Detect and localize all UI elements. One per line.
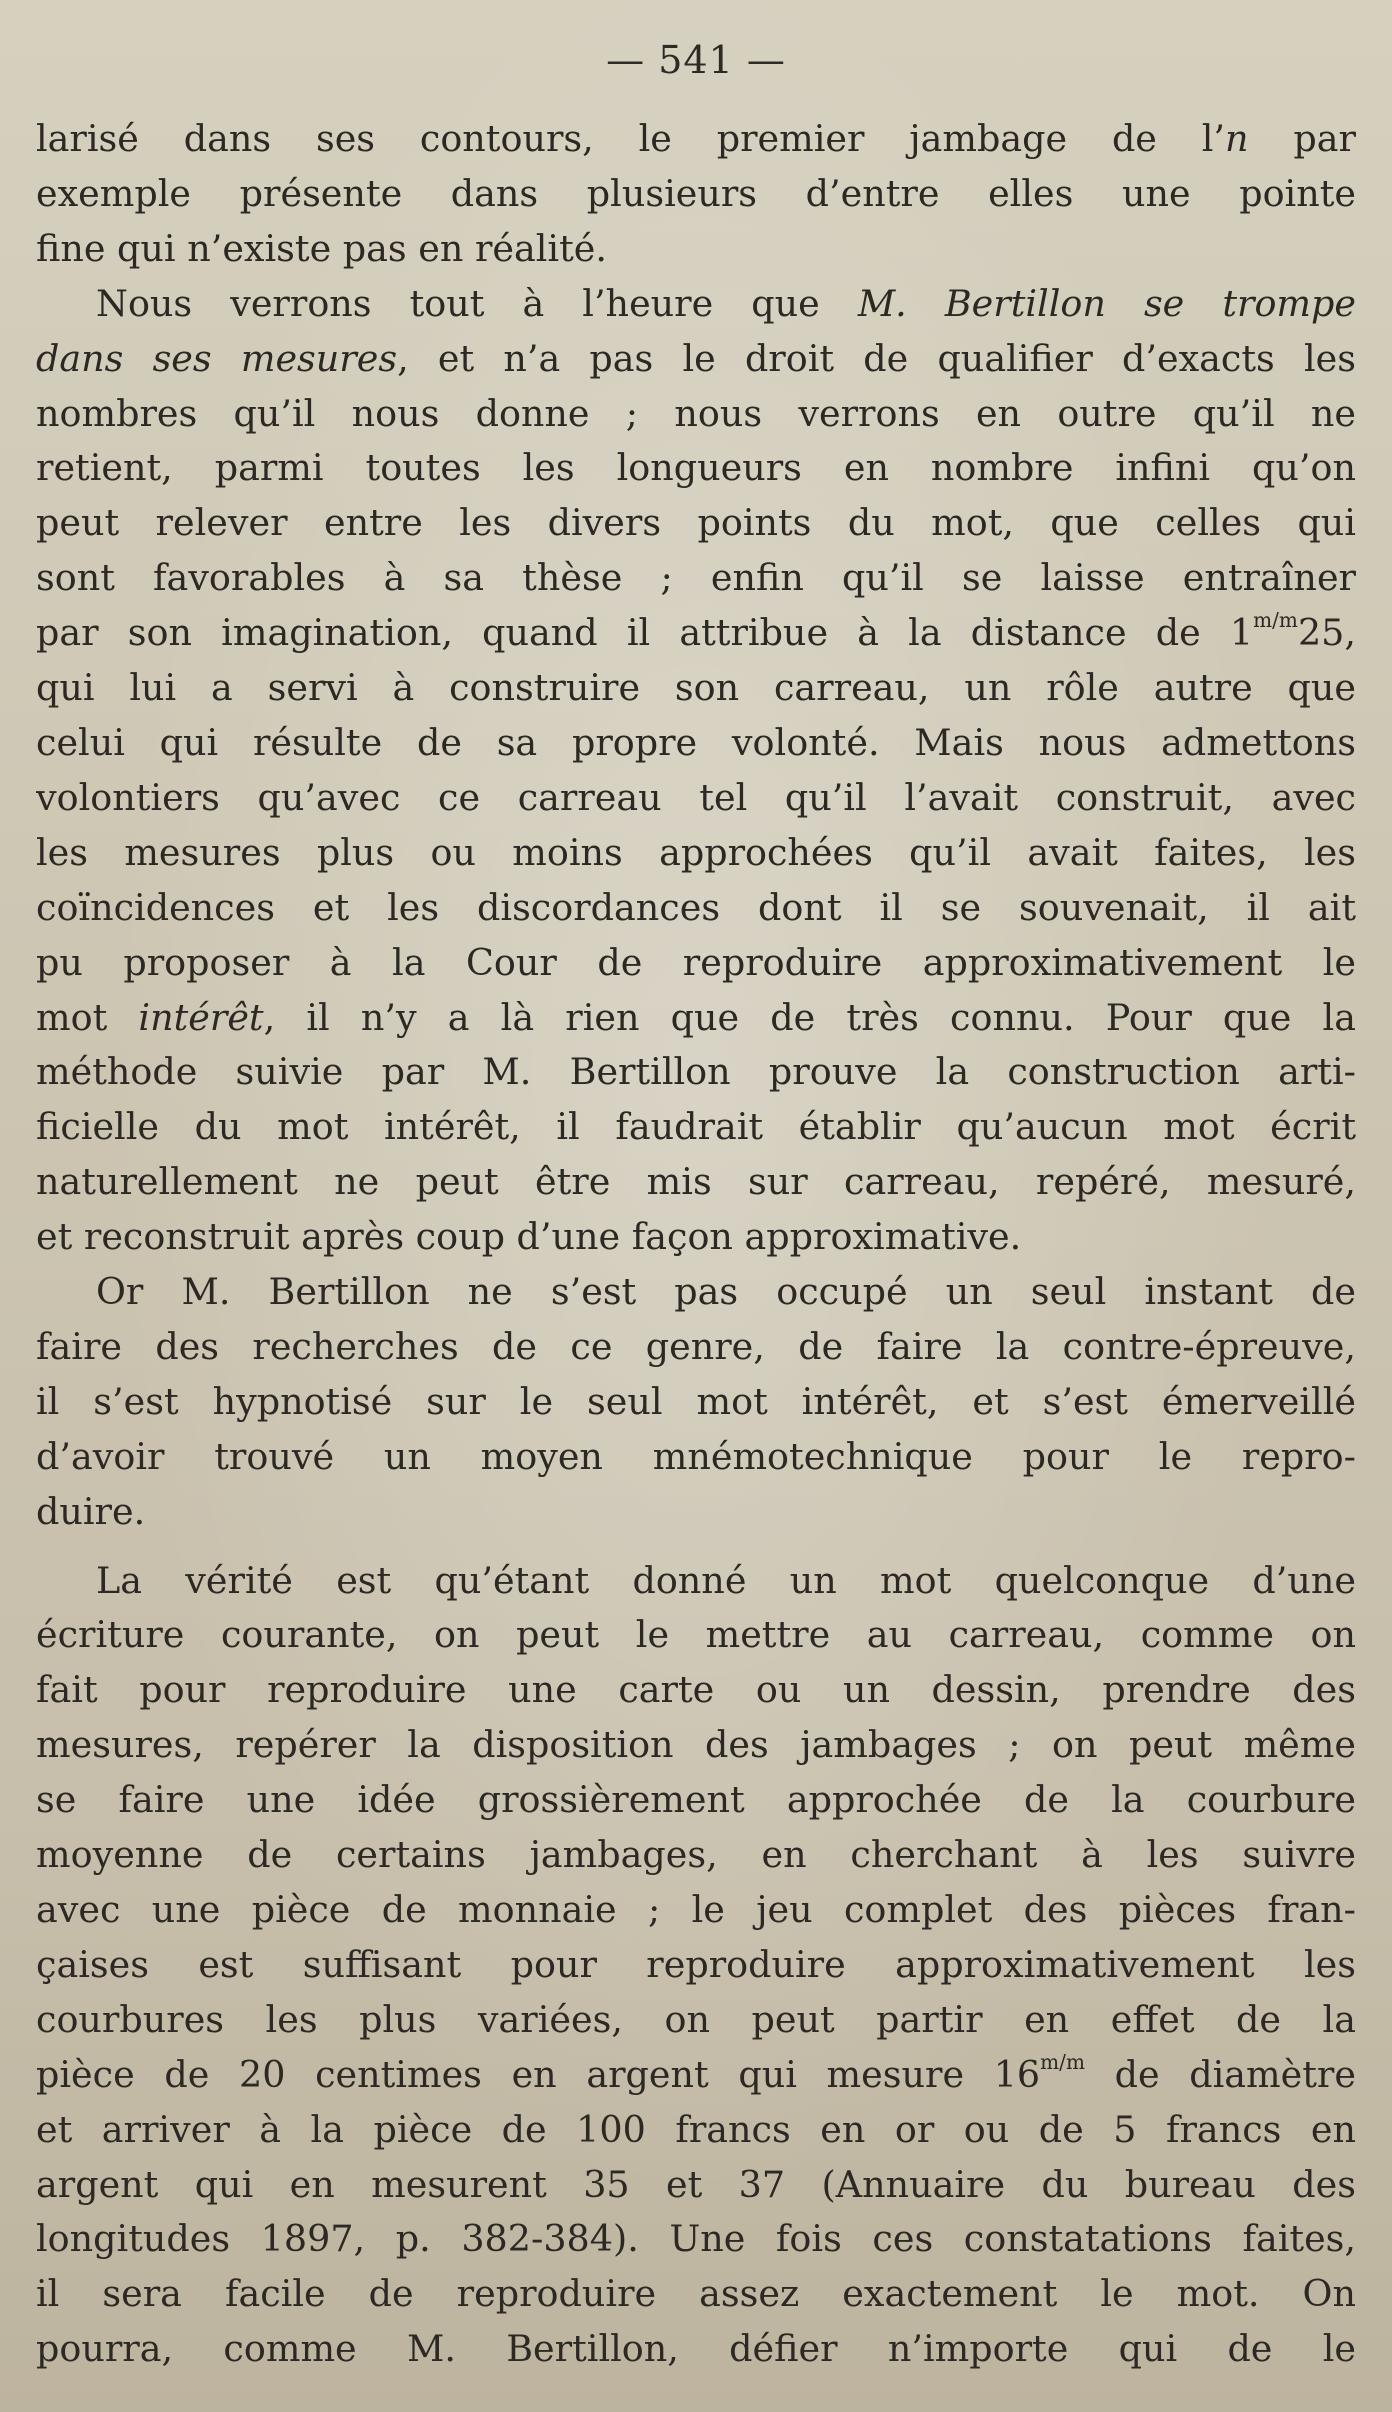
text-line: naturellement ne peut être mis sur carreau, repéré, mesuré, [36,1160,1356,1204]
text-line: celui qui résulte de sa propre volonté. Mais nous admettons [36,720,1356,764]
text-line: qui lui a servi à construire son carreau, un rôle autre que [36,666,1356,710]
text-line: La vérité est qu’étant donné un mot quelconque d’une [96,1558,1356,1602]
text-line: pu proposer à la Cour de reproduire approximativement le [36,940,1356,984]
text-line: mesures, repérer la disposition des jambages ; on peut même [36,1723,1356,1767]
text-line: méthode suivie par M. Bertillon prouve la construction arti- [36,1050,1356,1094]
text-line: retient, parmi toutes les longueurs en nombre infini qu’on [36,446,1356,490]
text-line: volontiers qu’avec ce carreau tel qu’il l’avait construit, avec [36,775,1356,819]
text-line: il s’est hypnotisé sur le seul mot intérêt, et s’est émerveillé [36,1379,1356,1423]
text-line: fait pour reproduire une carte ou un dessin, prendre des [36,1668,1356,1712]
text-line: Nous verrons tout à l’heure que M. Bertillon se trompe [96,281,1356,325]
text-line: avec une pièce de monnaie ; le jeu complet des pièces fran- [36,1888,1356,1931]
text-line: moyenne de certains jambages, en cherchant à les suivre [36,1833,1356,1877]
text-line: d’avoir trouvé un moyen mnémotechnique pour le repro- [36,1434,1356,1478]
paragraph-gap [36,1540,1356,1554]
text-line: par son imagination, quand il attribue à la distance de $1^{m/m}25$, [36,608,1356,655]
text-line: çaises est suffisant pour reproduire approximativement les [36,1942,1356,1986]
text-line: se faire une idée grossièrement approchée de la courbure [36,1778,1356,1822]
text-line: dans ses mesures, et n’a pas le droit de qualifier d’exacts les [36,336,1356,380]
text-line: longitudes 1897, p. 382-384). Une fois ces constatations faites, [36,2217,1356,2261]
text-line: peut relever entre les divers points du mot, que celles qui [36,501,1356,545]
text-line: les mesures plus ou moins approchées qu’il avait faites, les [36,830,1356,874]
text-line: faire des recherches de ce genre, de faire la contre-épreuve, [36,1324,1356,1368]
text-line: écriture courante, on peut le mettre au carreau, comme on [36,1613,1356,1657]
text-line: pièce de 20 centimes en argent qui mesure $16^{m/m}$ de diamètre [36,2049,1356,2096]
text-line: duire. [36,1489,146,1533]
text-line: sont favorables à sa thèse ; enfin qu’il se laisse entraîner [36,556,1356,600]
text-line: coïncidences et les discordances dont il se souvenait, il ait [36,885,1356,929]
text-line: exemple présente dans plusieurs d’entre elles une pointe [36,171,1356,215]
text-line: nombres qu’il nous donne ; nous verrons en outre qu’il ne [36,391,1356,435]
text-line: il sera facile de reproduire assez exactement le mot. On [36,2272,1356,2316]
text-line: pourra, comme M. Bertillon, défier n’importe qui de le [36,2327,1356,2371]
text-line: courbures les plus variées, on peut partir en effet de la [36,1997,1356,2041]
text-line: argent qui en mesurent 35 et 37 (Annuaire du bureau des [36,2162,1356,2206]
text-line: Or M. Bertillon ne s’est pas occupé un seul instant de [96,1270,1356,1314]
page-number: — 541 — [606,38,786,82]
text-line: larisé dans ses contours, le premier jambage de l’n par [36,117,1356,160]
body-text [36,112,1356,2377]
text-line: et arriver à la pièce de 100 francs en or ou de 5 francs en [36,2107,1356,2151]
text-line: mot intérêt, il n’y a là rien que de très connu. Pour que la [36,995,1356,1039]
text-line: et reconstruit après coup d’une façon approximative. [36,1215,1022,1259]
text-line: fine qui n’existe pas en réalité. [36,226,607,270]
text-line: ficielle du mot intérêt, il faudrait établir qu’aucun mot écrit [36,1105,1356,1149]
